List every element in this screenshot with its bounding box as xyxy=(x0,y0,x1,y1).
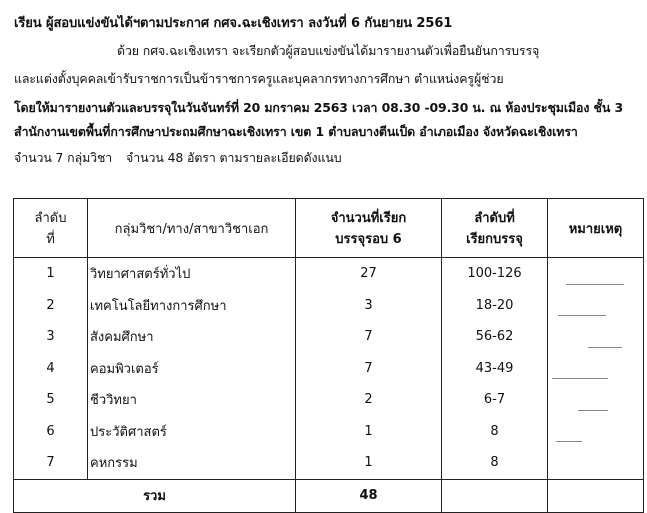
letter-office-address: สำนักงานเขตพื้นที่การศึกษาประถมศึกษาฉะเชิงเทรา เขต 1 ตำบลบางตีนเป็ด อำเภอเมือง จังหวัดฉะเชิงเทรา xyxy=(14,124,578,139)
cell-subject: คหกรรม xyxy=(88,447,296,479)
header-rank: ลำดับที่ เรียกบรรจุ xyxy=(442,199,548,258)
table-header-row xyxy=(14,199,644,258)
cell-note xyxy=(548,321,644,353)
cell-count: 1 xyxy=(296,416,442,448)
summary-groups: จำนวน 7 กลุ่มวิชา xyxy=(14,150,113,165)
cell-rank: 6-7 xyxy=(442,384,548,416)
letter-body-line: และแต่งตั้งบุคคลเข้ารับราชการเป็นข้าราชการครูและบุคลากรทางการศึกษา ตำแหน่งครูผู้ช่วย xyxy=(14,71,504,86)
cell-rank: 8 xyxy=(442,416,548,448)
cell-note xyxy=(548,290,644,322)
header-note: หมายเหตุ xyxy=(548,199,644,258)
cell-rank: 8 xyxy=(442,447,548,479)
header-subject: กลุ่มวิชา/ทาง/สาขาวิชาเอก xyxy=(88,199,296,258)
cell-order: 3 xyxy=(14,321,88,353)
cell-subject: ชีววิทยา xyxy=(88,384,296,416)
letter-date-venue: โดยให้มารายงานตัวและบรรจุในวันจันทร์ที่ 20 มกราคม 2563 เวลา 08.30 -09.30 น. ณ ห้องประชุมเมือง ชั้น 3 xyxy=(14,100,623,115)
cell-order: 1 xyxy=(14,258,88,290)
cell-count: 2 xyxy=(296,384,442,416)
cell-rank: 43-49 xyxy=(442,353,548,385)
cell-count: 27 xyxy=(296,258,442,290)
table-row xyxy=(14,416,644,448)
cell-count: 7 xyxy=(296,353,442,385)
cell-order: 2 xyxy=(14,290,88,322)
cell-count: 7 xyxy=(296,321,442,353)
summary-positions: จำนวน 48 อัตรา ตามรายละเอียดดังแนบ xyxy=(126,150,342,165)
table-row xyxy=(14,258,644,290)
table-row xyxy=(14,447,644,479)
cell-order: 7 xyxy=(14,447,88,479)
cell-note xyxy=(548,353,644,385)
cell-rank: 100-126 xyxy=(442,258,548,290)
cell-subject: เทคโนโลยีทางการศึกษา xyxy=(88,290,296,322)
cell-count: 1 xyxy=(296,447,442,479)
note-dash xyxy=(556,441,582,442)
table-row xyxy=(14,384,644,416)
cell-subject: วิทยาศาสตร์ทั่วไป xyxy=(88,258,296,290)
table-row xyxy=(14,353,644,385)
note-dash xyxy=(566,284,624,285)
letter-salutation: เรียน ผู้สอบแข่งขันได้ฯตามประกาศ กศจ.ฉะเชิงเทรา ลงวันที่ 6 กันยายน 2561 xyxy=(14,16,453,31)
note-dash xyxy=(552,378,608,379)
cell-subject: ประวัติศาสตร์ xyxy=(88,416,296,448)
cell-order: 6 xyxy=(14,416,88,448)
cell-rank: 56-62 xyxy=(442,321,548,353)
cell-note xyxy=(548,384,644,416)
total-label: รวม xyxy=(14,479,296,512)
cell-order: 5 xyxy=(14,384,88,416)
letter-body-line: ด้วย กศจ.ฉะเชิงเทรา จะเรียกตัวผู้สอบแข่งขันได้มารายงานตัวเพื่อยืนยันการบรรจุ xyxy=(117,43,540,58)
table-row xyxy=(14,321,644,353)
note-dash xyxy=(558,315,606,316)
cell-rank: 18-20 xyxy=(442,290,548,322)
header-count: จำนวนที่เรียก บรรจุรอบ 6 xyxy=(296,199,442,258)
cell-subject: สังคมศึกษา xyxy=(88,321,296,353)
cell-subject: คอมพิวเตอร์ xyxy=(88,353,296,385)
note-dash xyxy=(578,410,608,411)
total-row xyxy=(14,479,644,512)
header-order: ลำดับ ที่ xyxy=(14,199,88,258)
table-row xyxy=(14,290,644,322)
cell-order: 4 xyxy=(14,353,88,385)
cell-note xyxy=(548,416,644,448)
cell-note xyxy=(548,258,644,290)
positions-table xyxy=(13,198,644,513)
cell-count: 3 xyxy=(296,290,442,322)
note-dash xyxy=(588,347,622,348)
cell-note xyxy=(548,447,644,479)
total-rank-empty xyxy=(442,479,548,512)
total-value: 48 xyxy=(296,479,442,512)
total-note-empty xyxy=(548,479,644,512)
letter-summary xyxy=(14,149,352,168)
